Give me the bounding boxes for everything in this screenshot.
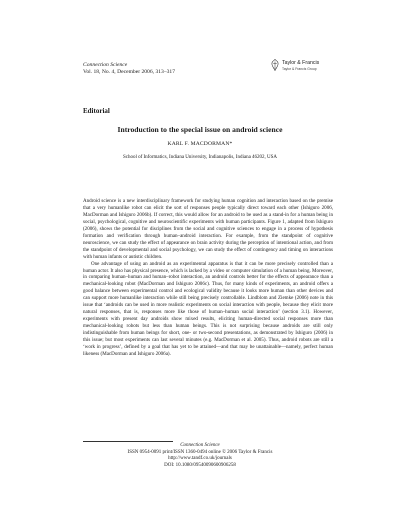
- section-label: Editorial: [83, 107, 110, 115]
- taylor-francis-logo-icon: [270, 59, 280, 71]
- journal-citation: Vol. 18, No. 4, December 2006, 313–317: [83, 69, 176, 75]
- journal-name: Connection Science: [83, 62, 128, 68]
- article-body: [83, 198, 333, 358]
- publisher-block: [270, 58, 332, 78]
- author-affiliation: School of Informatics, Indiana University, Indianapolis, Indiana 46202, USA: [122, 155, 278, 160]
- footer-doi: DOI: 10.1080/09540090600906258: [164, 462, 236, 468]
- paragraph: Android science is a new interdisciplinary framework for studying human cognition and interaction based on the premise that a very humanlike robot can elicit the sort of responses people typically direct toward each other (Ishiguro 2006, MacDorman and Ishiguro 2006b). If correct, this would allow for an android to be used as a stand-in for a human being in social, psychological, cognitive and neuroscientific experiments with human participants. Figure 1, adapted from Ishiguro (2006), shows the potential for disciplines from the social and cognitive sciences to engage in a process of hypothesis formation and verification through human–android interaction. For example, from the standpoint of cognitive neuroscience, we can study the effect of appearance on brain activity during the perception of intentional action, and from the standpoint of developmental and social psychology, we can study the effect of contingency and timing on interactions with human infants or autistic children.: [83, 198, 333, 260]
- paragraph: One advantage of using an android as an experimental apparatus is that it can be more precisely controlled than a human actor. It also has physical presence, which is lacked by a video or computer simulation of a human being. Moreover, in comparing human–human and human–robot interaction, an android controls better for the effects of appearance than a mechanical-looking robot (MacDorman and Ishiguro 2006c). Thus, for many kinds of experiments, an android offers a good balance between experimental control and ecological validity because it looks more human than other devices and can support more humanlike interaction while still being precisely controllable. Lindblom and Ziemke (2006) note in this issue that ‘androids can be used in more realistic experiments on social interaction with people, because they elicit more natural responses, that is, responses more like those of human–human social interaction’ (section 3.1). However, experiments with present day androids show mixed results, eliciting human-directed social responses more than mechanical-looking robots but less than human beings. This is not surprising because androids are still only indistinguishable from human beings for short, one- or two-second presentations, as demonstrated by Ishiguro (2006) in this issue; but most experiments can last several minutes (e.g. MacDorman et al. 2005). Thus, android robots are still a ‘work in progress’, defined by a goal that has yet to be attained—and that may be unattainable—namely, perfect human likeness (MacDorman and Ishiguro 2006a).: [83, 260, 333, 357]
- footer-url: http://www.tandf.co.uk/journals: [168, 456, 232, 461]
- journal-header: [83, 62, 175, 76]
- footer-issn: ISSN 0954-0091 print/ISSN 1360-0494 online © 2006 Taylor & Francis: [127, 449, 273, 455]
- article-author: KARL F. MACDORMAN*: [167, 141, 233, 147]
- footnote-divider: [83, 441, 173, 442]
- footer-journal: Connection Science: [180, 443, 220, 448]
- publisher-name: Taylor & Francis: [282, 60, 320, 66]
- page-footer: [0, 443, 400, 469]
- publisher-group: Taylor & Francis Group: [282, 66, 317, 71]
- article-title: Introduction to the special issue on android science: [117, 125, 283, 134]
